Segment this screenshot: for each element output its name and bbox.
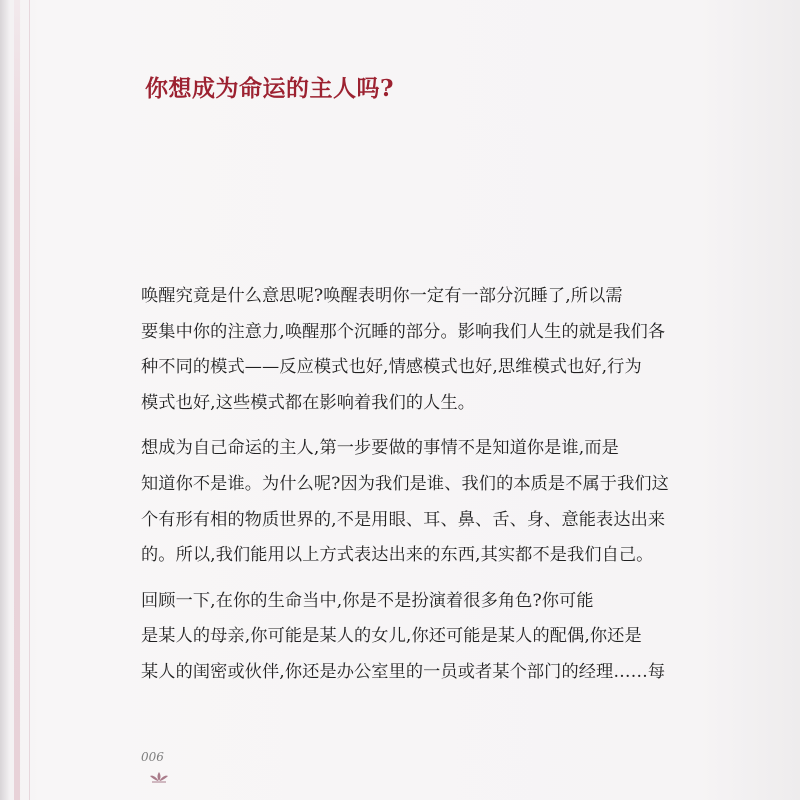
page-edge-line [29,0,30,800]
paragraph-gap [141,421,721,431]
page-edge-shadow [14,0,20,800]
body-text [141,279,721,691]
paragraph-line: 要集中你的注意力,唤醒那个沉睡的部分。影响我们人生的就是我们各 [141,321,666,342]
page-number: 006 [141,750,164,764]
paragraph-gap [141,574,721,584]
paragraph-line: 知道你不是谁。为什么呢?因为我们是谁、我们的本质是不属于我们这 [141,473,669,494]
lotus-icon [148,770,170,784]
paragraph-line: 想成为自己命运的主人,第一步要做的事情不是知道你是谁,而是 [141,438,619,459]
paragraph-line: 唤醒究竟是什么意思呢?唤醒表明你一定有一部分沉睡了,所以需 [141,286,623,306]
paragraph-line: 的。所以,我们能用以上方式表达出来的东西,其实都不是我们自己。 [141,545,654,566]
paragraph-line: 种不同的模式——反应模式也好,情感模式也好,思维模式也好,行为 [141,357,642,378]
paragraph-line: 是某人的母亲,你可能是某人的女儿,你还可能是某人的配偶,你还是 [141,626,642,647]
paragraph-line: 个有形有相的物质世界的,不是用眼、耳、鼻、舌、身、意能表达出来 [141,509,666,530]
paragraph-line: 回顾一下,在你的生命当中,你是不是扮演着很多角色?你可能 [141,590,594,611]
section-heading: 你想成为命运的主人吗? [145,75,394,102]
paragraph-line: 模式也好,这些模式都在影响着我们的人生。 [141,392,476,413]
paragraph-line: 某人的闺密或伙伴,你还是办公室里的一员或者某个部门的经理……每 [141,661,666,682]
